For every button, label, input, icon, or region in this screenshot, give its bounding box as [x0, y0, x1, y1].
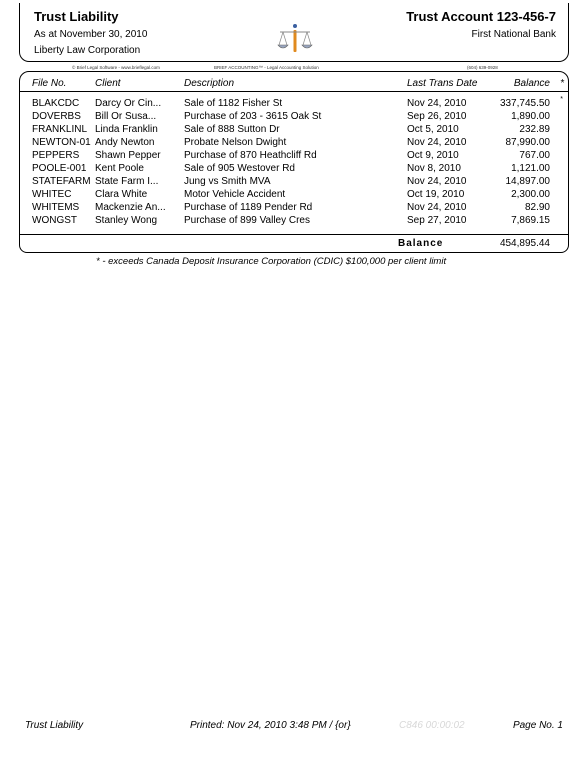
col-header-last-trans-date: Last Trans Date [407, 78, 478, 89]
scales-of-justice-icon [277, 23, 313, 55]
client-cell: Mackenzie An... [95, 202, 166, 213]
file-no-cell: STATEFARM [32, 176, 91, 187]
description-cell: Sale of 905 Westover Rd [184, 163, 295, 174]
last-trans-date-cell: Oct 19, 2010 [407, 189, 465, 200]
file-no-cell: WHITEMS [32, 202, 80, 213]
client-cell: Linda Franklin [95, 124, 158, 135]
total-divider [20, 234, 568, 235]
table-row [20, 189, 568, 202]
client-cell: Darcy Or Cin... [95, 98, 162, 109]
header-divider [20, 91, 568, 92]
cdic-flag-cell: * [560, 96, 563, 103]
file-no-cell: FRANKLINL [32, 124, 88, 135]
footer-page-number: Page No. 1 [512, 720, 563, 731]
file-no-cell: NEWTON-01 [32, 137, 91, 148]
balance-cell: 82.90 [524, 202, 550, 213]
client-cell: Bill Or Susa... [95, 111, 157, 122]
phone-credit: (604) 639-0928 [467, 65, 498, 70]
firm-name: Liberty Law Corporation [34, 45, 141, 56]
total-balance-value: 454,895.44 [499, 238, 550, 249]
product-credit: BRIEF ACCOUNTING™ - Legal Accounting Solution [214, 65, 319, 70]
description-cell: Purchase of 899 Valley Cres [184, 215, 310, 226]
table-row [20, 163, 568, 176]
description-cell: Purchase of 1189 Pender Rd [184, 202, 313, 213]
description-cell: Probate Nelson Dwight [184, 137, 287, 148]
description-cell: Sale of 1182 Fisher St [184, 98, 283, 109]
col-header-client: Client [95, 78, 121, 89]
last-trans-date-cell: Oct 5, 2010 [407, 124, 459, 135]
balance-cell: 337,745.50 [499, 98, 550, 109]
table-row [20, 176, 568, 189]
table-row [20, 98, 568, 111]
footer-report-name: Trust Liability [25, 720, 84, 731]
description-cell: Purchase of 203 - 3615 Oak St [184, 111, 322, 122]
footer-printed-stamp: Printed: Nov 24, 2010 3:48 PM / {or} [190, 720, 351, 731]
col-header-balance: Balance [513, 78, 550, 89]
table-row [20, 137, 568, 150]
last-trans-date-cell: Nov 24, 2010 [407, 137, 467, 148]
software-credit: © Brief Legal Software - www.brieflegal.com [72, 65, 160, 70]
balance-cell: 767.00 [519, 150, 550, 161]
cdic-footnote: * - exceeds Canada Deposit Insurance Corporation (CDIC) $100,000 per client limit [96, 256, 447, 267]
table-row [20, 215, 568, 228]
description-cell: Sale of 888 Sutton Dr [184, 124, 280, 135]
balance-cell: 7,869.15 [511, 215, 550, 226]
file-no-cell: BLAKCDC [32, 98, 80, 109]
description-cell: Jung vs Smith MVA [184, 176, 271, 187]
trust-liability-table [19, 71, 569, 253]
col-header-file-no: File No. [32, 78, 67, 89]
client-cell: Shawn Pepper [95, 150, 161, 161]
client-cell: Andy Newton [95, 137, 155, 148]
file-no-cell: PEPPERS [32, 150, 80, 161]
client-cell: Clara White [95, 189, 148, 200]
file-no-cell: POOLE-001 [32, 163, 87, 174]
description-cell: Motor Vehicle Accident [184, 189, 286, 200]
footer-run-code: C846 00:00:02 [399, 720, 465, 731]
as-at-date: As at November 30, 2010 [34, 29, 148, 40]
balance-cell: 14,897.00 [505, 176, 550, 187]
client-cell: State Farm I... [95, 176, 159, 187]
table-row [20, 202, 568, 215]
balance-cell: 2,300.00 [511, 189, 550, 200]
total-balance-label: Balance [398, 238, 444, 249]
col-header-description: Description [184, 78, 235, 89]
last-trans-date-cell: Nov 24, 2010 [407, 98, 467, 109]
client-cell: Stanley Wong [95, 215, 158, 226]
balance-cell: 232.89 [519, 124, 550, 135]
last-trans-date-cell: Nov 24, 2010 [407, 202, 467, 213]
last-trans-date-cell: Sep 26, 2010 [407, 111, 467, 122]
last-trans-date-cell: Oct 9, 2010 [407, 150, 459, 161]
table-row [20, 111, 568, 124]
description-cell: Purchase of 870 Heathcliff Rd [184, 150, 317, 161]
trust-account-number: Trust Account 123-456-7 [406, 9, 556, 24]
table-row [20, 124, 568, 137]
balance-cell: 1,121.00 [511, 163, 550, 174]
file-no-cell: DOVERBS [32, 111, 81, 122]
file-no-cell: WONGST [32, 215, 77, 226]
table-row [20, 150, 568, 163]
client-cell: Kent Poole [95, 163, 144, 174]
last-trans-date-cell: Sep 27, 2010 [407, 215, 467, 226]
report-header [19, 3, 569, 62]
col-header-flag: * [560, 78, 564, 89]
bank-name: First National Bank [471, 29, 556, 40]
last-trans-date-cell: Nov 24, 2010 [407, 176, 467, 187]
report-title: Trust Liability [34, 9, 119, 24]
file-no-cell: WHITEC [32, 189, 72, 200]
last-trans-date-cell: Nov 8, 2010 [407, 163, 461, 174]
balance-cell: 1,890.00 [511, 111, 550, 122]
balance-cell: 87,990.00 [505, 137, 550, 148]
